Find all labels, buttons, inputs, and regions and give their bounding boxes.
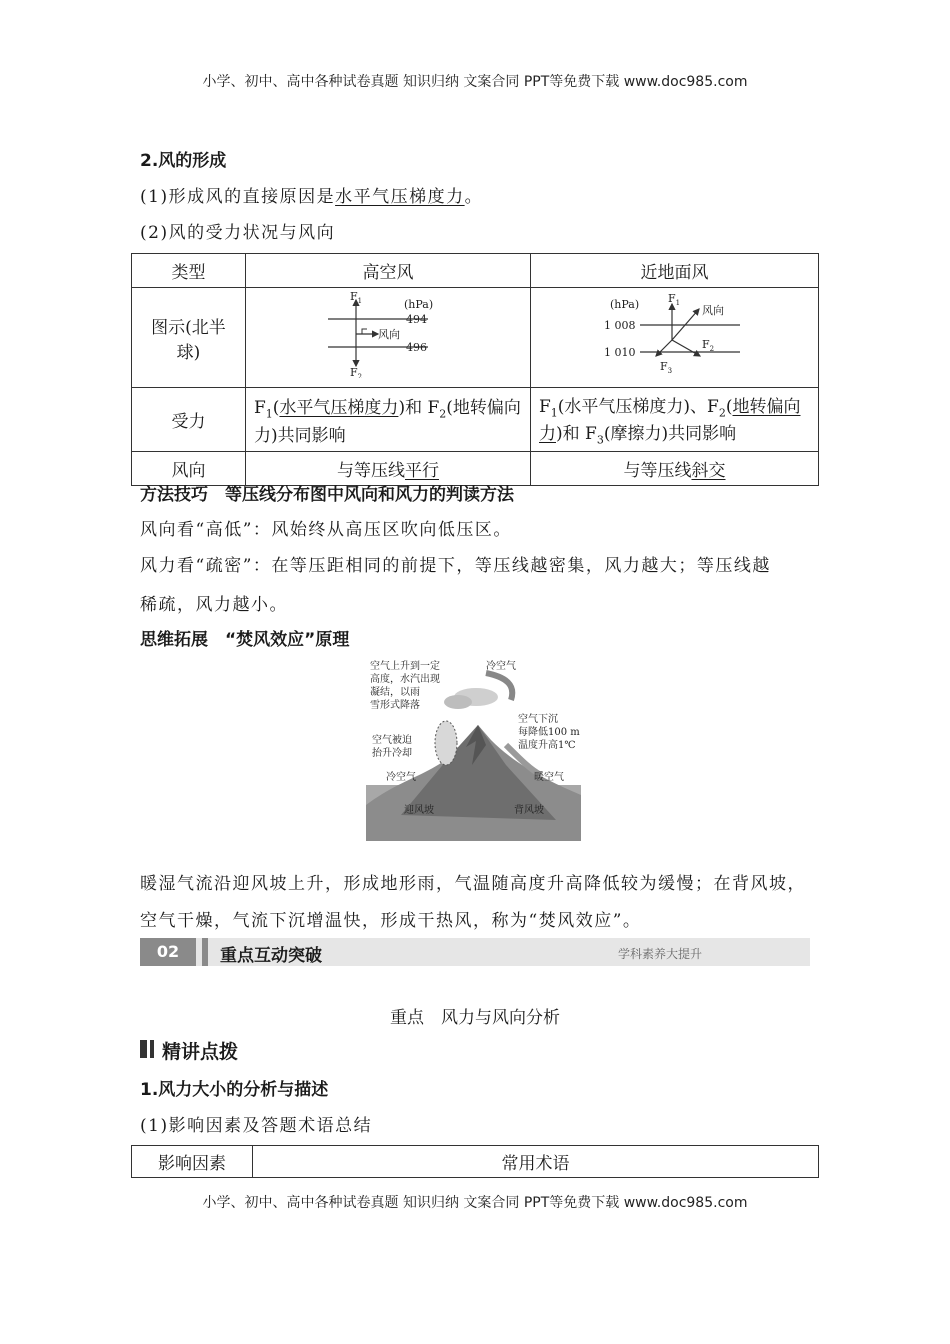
near-wind-forces: $F_1$(水平气压梯度力)、$F_2$(地转偏向力)和 $F_3$(摩擦力)共同影响 <box>531 388 819 452</box>
cause-answer: 水平气压梯度力 <box>335 187 465 207</box>
col-near-wind: 近地面风 <box>531 254 819 288</box>
wind-label: 风向 <box>378 328 400 341</box>
key-point-title: 重点 风力与风向分析 <box>390 1008 560 1028</box>
f2-arrow <box>672 340 700 356</box>
cold-air-left-label: 冷空气 <box>386 772 416 783</box>
method-title: 方法技巧 等压线分布图中风向和风力的判读方法 <box>140 485 514 505</box>
high-wind-direction: 与等压线平行 <box>246 451 531 485</box>
high-wind-diagram-cell <box>246 288 531 388</box>
factors-heading: (1)影响因素及答题术语总结 <box>140 1116 373 1136</box>
row-force-label: 受力 <box>132 388 246 452</box>
col-terms: 常用术语 <box>253 1146 819 1178</box>
cold-air-top-label: 冷空气 <box>486 661 516 672</box>
banner-subtitle: 学科素养大提升 <box>618 947 703 961</box>
windward-label: 迎风坡 <box>404 805 434 816</box>
svg-text:温度升高1℃: 温度升高1℃ <box>518 740 576 751</box>
page-footer: 小学、初中、高中各种试卷真题 知识归纳 文案合同 PPT等免费下载 www.doc985.com <box>202 1195 748 1211</box>
method-line-2: 风力看“疏密”：在等压距相同的前提下，等压线越密集，风力越大；等压线越 <box>140 556 771 576</box>
row-diagram-label: 图示(北半球) <box>132 288 246 388</box>
row-direction-label: 风向 <box>132 451 246 485</box>
high-wind-diagram <box>318 292 458 378</box>
near-wind-diagram <box>600 292 750 378</box>
svg-text:高度，水汽出现: 高度，水汽出现 <box>370 674 440 685</box>
svg-text:空气被迫: 空气被迫 <box>372 735 412 746</box>
leeward-label: 背风坡 <box>514 805 544 816</box>
warm-air-label: 暖空气 <box>534 772 564 783</box>
cause-prefix: (1)形成风的直接原因是 <box>140 187 336 207</box>
rising-air-pattern <box>435 721 457 765</box>
isobar-label-1010: 1 010 <box>603 346 635 359</box>
foehn-text-2: 空气干燥，气流下沉增温快，形成干热风，称为“焚风效应”。 <box>140 911 642 931</box>
banner-bar <box>202 938 208 966</box>
f3-arrow <box>656 340 672 356</box>
banner-title: 重点互动突破 <box>220 946 322 966</box>
analysis-heading: 1.风力大小的分析与描述 <box>140 1080 329 1100</box>
svg-text:抬升冷却: 抬升冷却 <box>372 748 412 759</box>
svg-text:凝结，以雨: 凝结，以雨 <box>370 687 420 698</box>
isobar-label-496: 496 <box>406 341 427 354</box>
svg-text:空气下沉: 空气下沉 <box>518 714 558 725</box>
method-line-3: 稀疏，风力越小。 <box>140 595 288 615</box>
isobar-label-1008: 1 008 <box>603 319 635 332</box>
col-high-wind: 高空风 <box>246 254 531 288</box>
paragraph-cause <box>140 182 483 207</box>
svg-text:每降低100 m: 每降低100 m <box>518 727 580 738</box>
wind-force-table <box>131 253 819 486</box>
isobar-label-494: 494 <box>406 313 427 326</box>
section-title: 2.风的形成 <box>140 151 227 171</box>
unit-label: (hPa) <box>404 298 434 311</box>
col-type: 类型 <box>132 254 246 288</box>
page-header: 小学、初中、高中各种试卷真题 知识归纳 文案合同 PPT等免费下载 www.doc985.com <box>202 74 748 90</box>
col-factor: 影响因素 <box>132 1146 253 1178</box>
factors-table <box>131 1145 819 1178</box>
banner-number: 02 <box>140 938 196 966</box>
paragraph-forces: (2)风的受力状况与风向 <box>140 223 336 243</box>
foehn-text-1: 暖湿气流沿迎风坡上升，形成地形雨，气温随高度升高降低较为缓慢；在背风坡， <box>140 874 806 894</box>
wind-label: 风向 <box>701 304 724 317</box>
f2-label: $F_2$ <box>350 366 363 378</box>
svg-text:空气上升到一定: 空气上升到一定 <box>370 661 440 672</box>
f1-label: $F_1$ <box>667 292 680 307</box>
svg-text:雪形式降落: 雪形式降落 <box>370 700 420 711</box>
near-wind-diagram-cell <box>531 288 819 388</box>
high-wind-forces: $F_1$(水平气压梯度力)和 $F_2$(地转偏向力)共同影响 <box>246 388 531 452</box>
thinking-title: 思维拓展 “焚风效应”原理 <box>140 630 350 650</box>
method-line-1: 风向看“高低”：风始终从高压区吹向低压区。 <box>140 520 512 540</box>
f2-label: $F_2$ <box>701 338 714 353</box>
f1-label: $F_1$ <box>350 292 363 305</box>
right-angle-mark <box>362 329 367 334</box>
foehn-effect-illustration <box>366 655 581 841</box>
f3-label: $F_3$ <box>659 360 672 375</box>
cause-suffix: 。 <box>464 187 484 207</box>
unit-label: (hPa) <box>609 298 639 311</box>
near-wind-direction: 与等压线斜交 <box>531 451 819 485</box>
sub-heading: 精讲点拨 <box>162 1041 239 1063</box>
